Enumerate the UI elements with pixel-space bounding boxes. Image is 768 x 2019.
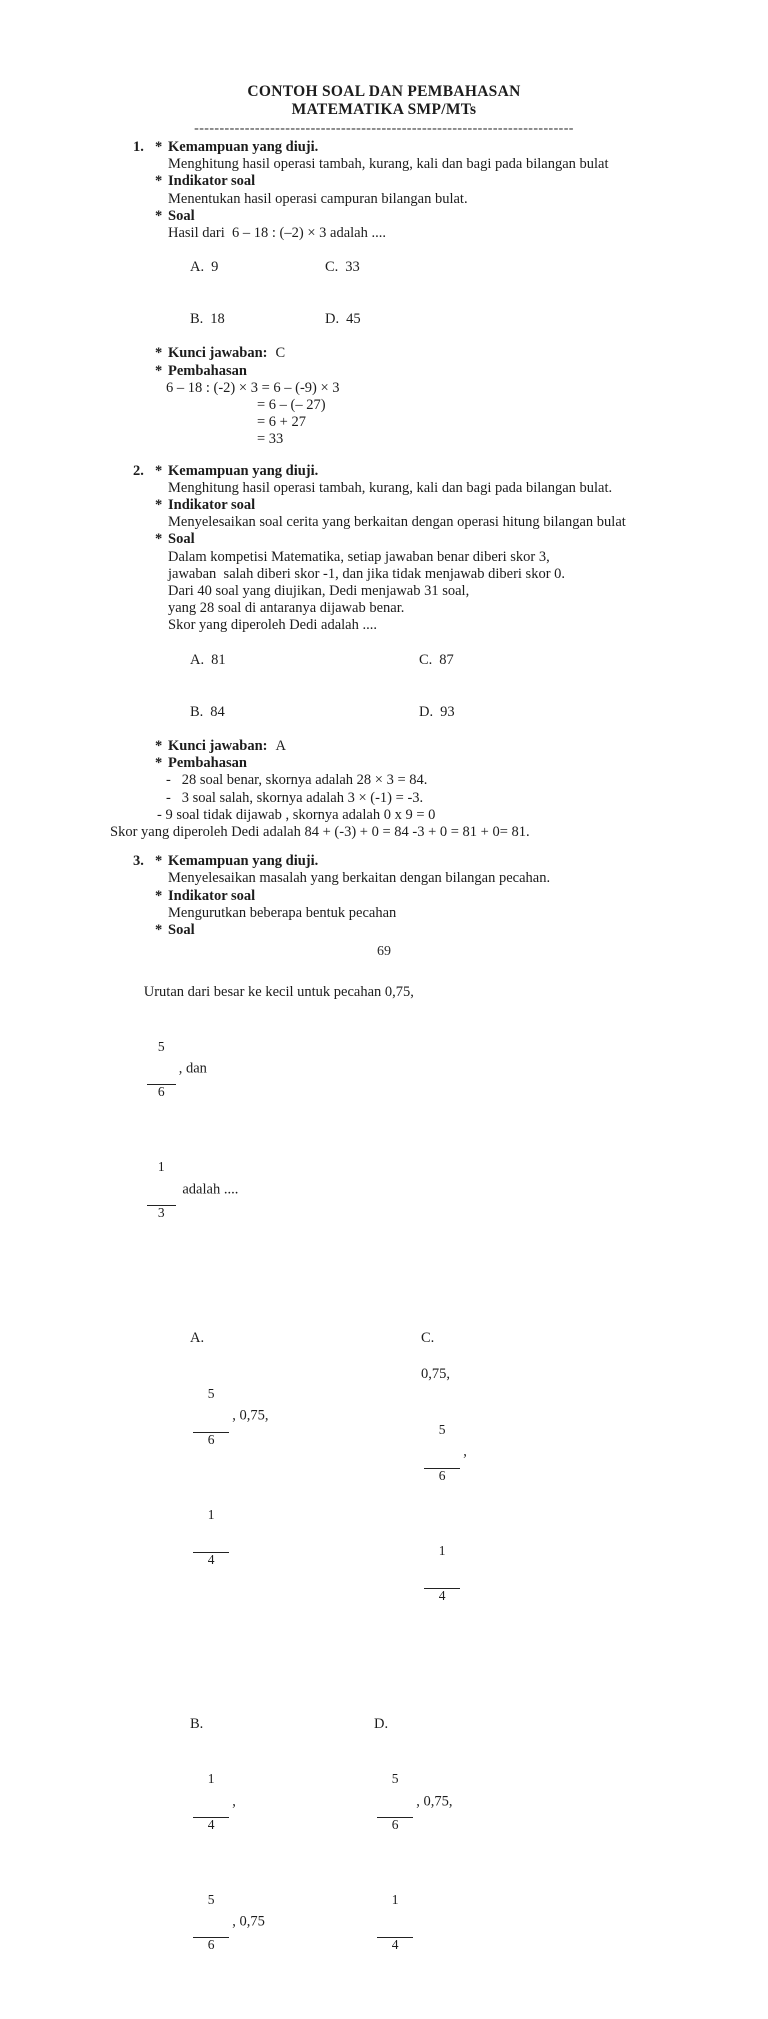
- question-1-number: 1.: [133, 139, 144, 155]
- question-2-number: 2.: [133, 462, 144, 479]
- bullet-asterisk: *: [155, 497, 163, 514]
- option-b-value: 18: [210, 311, 225, 328]
- option-b: [161, 294, 296, 346]
- bullet-asterisk: *: [155, 755, 163, 772]
- kunci-label: Kunci jawaban:: [168, 345, 268, 362]
- indikator-label: Indikator soal: [168, 887, 256, 904]
- work-line: = 33: [257, 431, 284, 448]
- soal-text-line: Dalam kompetisi Matematika, setiap jawaban benar diberi skor 3,: [168, 548, 550, 565]
- bullet-asterisk: *: [155, 462, 163, 479]
- pembahasan-item: - 9 soal tidak dijawab , skornya adalah 0 x 9 = 0: [157, 806, 436, 823]
- fraction: $\frac{5}{6}$: [424, 1392, 460, 1513]
- kemampuan-text: Menyelesaikan masalah yang berkaitan dengan bilangan pecahan.: [168, 870, 551, 887]
- option-b: [161, 686, 390, 738]
- option-a-value: 9: [211, 259, 219, 276]
- options-row-1: [161, 1284, 768, 1669]
- soal-text-line: Skor yang diperoleh Dedi adalah ....: [168, 617, 377, 634]
- bullet-asterisk: *: [155, 139, 163, 155]
- fraction: $\frac{5}{6}$: [193, 1356, 229, 1477]
- soal-label: Soal: [168, 921, 195, 938]
- indikator-text: Mengurutkan beberapa bentuk pecahan: [168, 904, 397, 921]
- option-c: [390, 635, 454, 687]
- kemampuan-text: Menghitung hasil operasi tambah, kurang, kali dan bagi pada bilangan bulat: [168, 156, 609, 173]
- option-d-label: D.: [374, 1715, 389, 1732]
- pembahasan-item: - 3 soal salah, skornya adalah 3 × (-1) = -3.: [166, 789, 424, 806]
- fraction: $\frac{1}{4}$: [424, 1513, 460, 1634]
- bullet-asterisk: *: [155, 207, 163, 224]
- soal-stem: [122, 941, 768, 1284]
- bullet-asterisk: *: [155, 853, 163, 870]
- option-a-label: A.: [190, 651, 205, 668]
- options-row-2: [161, 1670, 768, 2019]
- divider-dashes: ---------------------------------------------------------------------------: [194, 121, 574, 136]
- pembahasan-label: Pembahasan: [168, 755, 247, 772]
- option-b-value: 84: [210, 703, 225, 720]
- option-d-label: D.: [325, 311, 340, 328]
- work-line: = 6 – (– 27): [257, 397, 326, 414]
- option-d: [390, 686, 455, 738]
- fraction: [147, 1130, 176, 1251]
- fraction: $\frac{1}{4}$: [193, 1742, 229, 1863]
- options-row-2: [161, 294, 768, 346]
- stem-text-pre: Urutan dari besar ke kecil untuk pecahan 0,75,: [143, 984, 414, 1001]
- pembahasan-label: Pembahasan: [168, 362, 247, 379]
- pembahasan-summary: Skor yang diperoleh Dedi adalah 84 + (-3) + 0 = 84 -3 + 0 = 81 + 0= 81.: [110, 823, 530, 840]
- fraction-numerator: 5: [157, 1038, 165, 1054]
- kemampuan-text: Menghitung hasil operasi tambah, kurang, kali dan bagi pada bilangan bulat.: [168, 479, 613, 496]
- option-d-label: D.: [419, 703, 434, 720]
- options-row-2: [161, 686, 768, 738]
- page-number: 69: [377, 944, 391, 959]
- fraction: $\frac{5}{6}$: [193, 1862, 229, 1983]
- question-1: [133, 139, 768, 449]
- option-b: B. $\frac{1}{4}$ , $\frac{5}{6}$ , 0,75: [161, 1670, 345, 2019]
- work-line: 6 – 18 : (-2) × 3 = 6 – (-9) × 3: [166, 379, 340, 396]
- question-3-number: 3.: [133, 853, 144, 870]
- work-line: = 6 + 27: [257, 414, 306, 431]
- soal-label: Soal: [168, 531, 195, 548]
- option-c-value: 87: [439, 651, 454, 668]
- indikator-label: Indikator soal: [168, 497, 256, 514]
- bullet-asterisk: *: [155, 173, 163, 190]
- soal-text: Hasil dari 6 – 18 : (–2) × 3 adalah ....: [168, 225, 386, 242]
- bullet-asterisk: *: [155, 362, 163, 379]
- doc-title-line1: CONTOH SOAL DAN PEMBAHASAN: [247, 83, 521, 100]
- soal-text-line: jawaban salah diberi skor -1, dan jika tidak menjawab diberi skor 0.: [168, 565, 566, 582]
- bullet-asterisk: *: [155, 737, 163, 754]
- question-3: [133, 853, 768, 2019]
- pembahasan-item: - 28 soal benar, skornya adalah 28 × 3 = 84.: [166, 772, 428, 789]
- soal-text-line: Dari 40 soal yang diujikan, Dedi menjawab 31 soal,: [168, 583, 470, 600]
- option-d-value: 45: [346, 311, 361, 328]
- bullet-asterisk: *: [155, 921, 163, 938]
- fraction-denominator: 6: [147, 1084, 176, 1099]
- fraction-denominator: 3: [147, 1205, 176, 1220]
- option-d: D. $\frac{5}{6}$ , 0,75, $\frac{1}{4}$: [345, 1670, 453, 2019]
- bullet-asterisk: *: [155, 887, 163, 904]
- stem-text-mid: , dan: [178, 1060, 207, 1077]
- question-2: [110, 462, 768, 841]
- soal-text-line: yang 28 soal di antaranya dijawab benar.: [168, 600, 405, 617]
- stem-text-post: adalah ....: [178, 1181, 239, 1198]
- kunci-value: C: [275, 345, 286, 362]
- option-c-label: C.: [419, 651, 433, 668]
- option-c-value: 33: [345, 259, 360, 276]
- options-row-1: [161, 635, 768, 687]
- option-c: [296, 242, 360, 294]
- indikator-label: Indikator soal: [168, 173, 256, 190]
- fraction: $\frac{1}{4}$: [193, 1477, 229, 1598]
- option-a-label: A.: [190, 259, 205, 276]
- option-c-label: C.: [421, 1330, 435, 1347]
- fraction-numerator: 1: [157, 1159, 165, 1175]
- kemampuan-label: Kemampuan yang diuji.: [168, 462, 319, 479]
- option-d: [296, 294, 361, 346]
- option-c: C. 0,75, $\frac{5}{6}$ , $\frac{1}{4}$: [392, 1284, 467, 1669]
- bullet-asterisk: *: [155, 345, 163, 362]
- fraction: [147, 1009, 176, 1130]
- option-d-value: 93: [440, 703, 455, 720]
- option-b-label: B.: [190, 311, 204, 328]
- option-a: A. $\frac{5}{6}$ , 0,75, $\frac{1}{4}$: [161, 1284, 392, 1669]
- option-a: [161, 242, 296, 294]
- kunci-value: A: [275, 737, 286, 754]
- kemampuan-label: Kemampuan yang diuji.: [168, 853, 319, 870]
- indikator-text: Menyelesaikan soal cerita yang berkaitan dengan operasi hitung bilangan bulat: [168, 514, 626, 531]
- fraction: $\frac{5}{6}$: [377, 1742, 413, 1863]
- indikator-text: Menentukan hasil operasi campuran bilangan bulat.: [168, 190, 468, 207]
- option-a-value: 81: [211, 651, 226, 668]
- option-c-label: C.: [325, 259, 339, 276]
- doc-title-line2: MATEMATIKA SMP/MTs: [291, 101, 477, 118]
- option-b-label: B.: [190, 1715, 204, 1732]
- option-b-label: B.: [190, 703, 204, 720]
- bullet-asterisk: *: [155, 531, 163, 548]
- options-row-1: [161, 242, 768, 294]
- soal-label: Soal: [168, 207, 195, 224]
- fraction: $\frac{1}{4}$: [377, 1862, 413, 1983]
- kemampuan-label: Kemampuan yang diuji.: [168, 139, 319, 155]
- option-a-label: A.: [190, 1330, 205, 1347]
- kunci-label: Kunci jawaban:: [168, 737, 268, 754]
- option-a: [161, 635, 390, 687]
